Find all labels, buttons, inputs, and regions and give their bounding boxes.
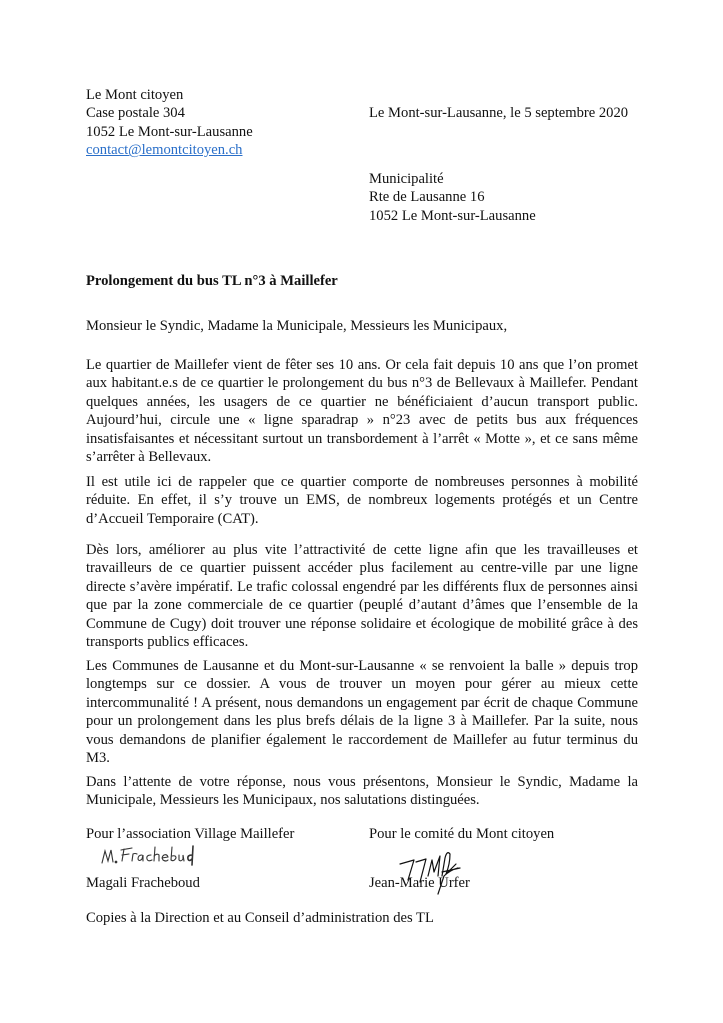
date-line: Le Mont-sur-Lausanne, le 5 septembre 2020	[369, 105, 629, 121]
body-paragraph-1: Le quartier de Maillefer vient de fêter ses 10 ans. Or cela fait depuis 10 ans que l’on promet aux habitant.e.s de ce quartier le prolongement du bus n°3 de Bellevaux à Maillefer. Pendant quelques années, les usagers de ce quartier ne bénéficiaient d’aucun transport public. Aujourd’hui, circule une « ligne sparadrap » n°23 avec de petits bus aux fréquences insatisfaisantes et nécessitant surtout un transbordement à l’arrêt « Motte », et ce sans même s’arrêter à Bellevaux.	[86, 357, 638, 466]
sender-email-link[interactable]: contact@lemontcitoyen.ch	[86, 142, 243, 159]
sender-address	[86, 86, 253, 160]
recipient-street: Rte de Lausanne 16	[369, 189, 485, 206]
letter-subject: Prolongement du bus TL n°3 à Maillefer	[86, 273, 338, 289]
handwritten-signature-fracheboud	[98, 843, 208, 869]
body-paragraph-3: Dès lors, améliorer au plus vite l’attractivité de cette ligne afin que les travailleuses et travailleurs de ce quartier puissent accéder plus facilement au centre-ville par une ligne directe s’avère impératif. Le trafic colossal engendré par les différents flux de personnes ainsi que par la zone commerciale de ce quartier (peuplé d’autant d’âmes que l’ensemble de la Commune de Cugy) doit trouver une réponse solidaire et écologique de mobilité grâce à des transports publics efficaces.	[86, 542, 638, 651]
recipient-address	[369, 170, 536, 225]
signatory-name-right: Jean-Marie Urfer	[369, 875, 470, 891]
sender-name: Le Mont citoyen	[86, 87, 184, 103]
recipient-name: Municipalité	[369, 171, 444, 187]
recipient-city: 1052 Le Mont-sur-Lausanne	[369, 207, 536, 224]
body-paragraph-2: Il est utile ici de rappeler que ce quartier comporte de nombreuses personnes à mobilité réduite. En effet, il s’y trouve un EMS, de nombreux logements protégés et un Centre d’Accueil Temporaire (CAT).	[86, 474, 638, 527]
signature-label-right: Pour le comité du Mont citoyen	[369, 826, 555, 842]
closing-paragraph: Dans l’attente de votre réponse, nous vous présentons, Monsieur le Syndic, Madame la Municipale, Messieurs les Municipaux, nos salutations distinguées.	[86, 774, 638, 809]
signatory-name-left: Magali Fracheboud	[86, 875, 200, 891]
sender-postbox: Case postale 304	[86, 105, 185, 122]
body-paragraph-4: Les Communes de Lausanne et du Mont-sur-Lausanne « se renvoient la balle » depuis trop longtemps sur ce dossier. A vous de trouver un moyen pour gérer au mieux cette intercommunalité ! A présent, nous demandons un engagement par écrit de chaque Commune pour un prolongement dans les plus brefs délais de la ligne 3 à Maillefer. Par la suite, nous vous demandons de planifier également le raccordement de Maillefer au futur terminus du M3.	[86, 658, 638, 767]
sender-city: 1052 Le Mont-sur-Lausanne	[86, 123, 253, 140]
salutation: Monsieur le Syndic, Madame la Municipale, Messieurs les Municipaux,	[86, 318, 508, 334]
copies-note: Copies à la Direction et au Conseil d’administration des TL	[86, 910, 434, 926]
signature-label-left: Pour l’association Village Maillefer	[86, 826, 295, 842]
